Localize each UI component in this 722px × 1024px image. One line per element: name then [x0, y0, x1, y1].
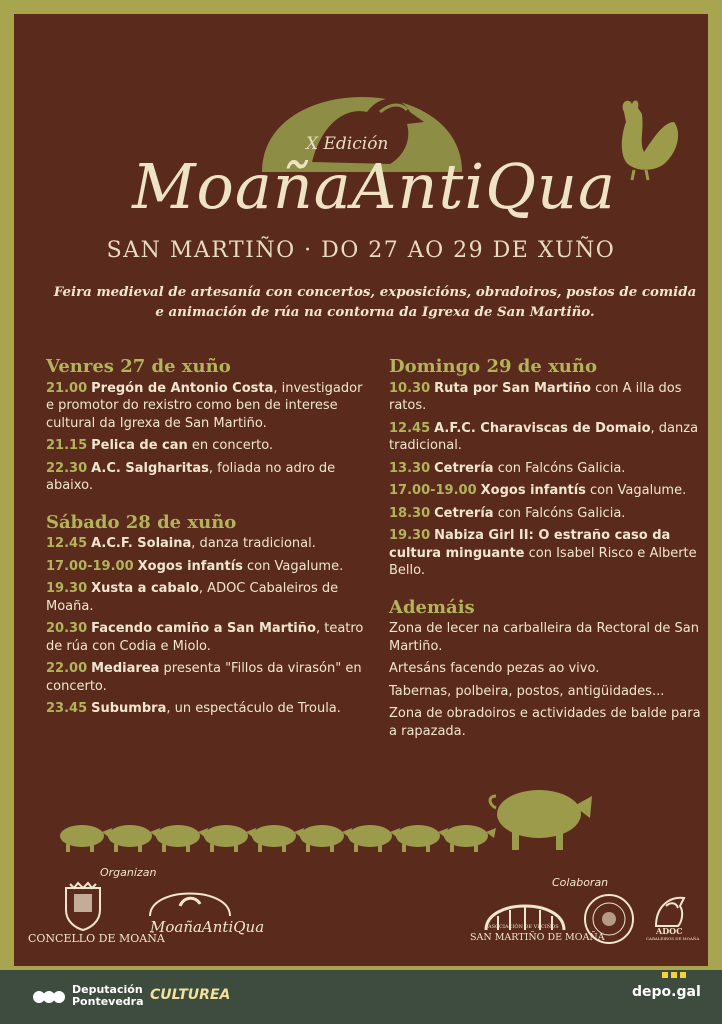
- event-name: A.C.F. Solaina: [91, 536, 192, 551]
- intro-text: Feira medieval de artesanía con concertos, exposicións, obradoiros, postos de comida e animación de rúa na contorna da Igrexa de San Martiño.: [53, 284, 697, 320]
- deputacion-label: [72, 984, 144, 1008]
- event-name: Ruta por San Martiño: [434, 380, 591, 396]
- extras-item: Tabernas, polbeira, postos, antigüidades...: [389, 683, 665, 699]
- event-time: 12.45: [46, 536, 88, 551]
- event-item: [389, 527, 708, 580]
- event-desc: , investigador e promotor do rexistro como ben de interese cultural da Igrexa de San Martiño.: [46, 380, 363, 431]
- event-name: Mediarea: [91, 661, 160, 676]
- extras-item: Artesáns facendo pezas ao vivo.: [389, 661, 600, 676]
- feira-logo-text: MoañaAntiQua: [150, 918, 265, 936]
- event-item: [389, 482, 708, 500]
- schedule-right-column: [389, 358, 708, 745]
- event-time: 19.30: [46, 581, 88, 596]
- event-desc: , foliada no adro de abaixo.: [46, 460, 336, 493]
- event-item: [46, 558, 366, 576]
- event-time: 17.00-19.00: [389, 483, 477, 498]
- event-item: [389, 420, 708, 455]
- event-item: [46, 535, 366, 553]
- event-time: 18.30: [389, 505, 431, 521]
- event-item: [46, 620, 366, 655]
- event-name: Xogos infantís: [480, 483, 586, 498]
- event-desc: , ADOC Cabaleiros de Moaña.: [46, 581, 339, 614]
- event-desc: con Falcóns Galicia.: [493, 505, 626, 521]
- event-desc: con Vagalume.: [242, 558, 344, 574]
- deputacion-logo-icon: [32, 984, 66, 1010]
- edition-label: X Edición: [306, 134, 389, 154]
- event-item: [389, 505, 708, 523]
- day-heading-saturday: Sábado 28 de xuño: [46, 511, 237, 533]
- event-time: 10.30: [389, 380, 431, 396]
- event-name: Xusta a cabalo: [91, 581, 199, 596]
- event-desc: en concerto.: [187, 438, 274, 453]
- cultura-logo: CULTUREA: [150, 987, 231, 1003]
- event-name: Nabiza Girl II: O estraño caso da cultura minguante: [389, 528, 671, 561]
- coat-of-arms-icon: [60, 880, 106, 932]
- extras-item: Zona de lecer na carballeira da Rectoral de San Martiño.: [389, 621, 699, 654]
- organizers-label: Organizan: [100, 866, 157, 879]
- event-time: 21.15: [46, 438, 88, 453]
- event-desc: , danza tradicional.: [191, 536, 316, 551]
- event-time: 20.30: [46, 621, 88, 636]
- collaborators-label: Colaboran: [552, 876, 609, 889]
- event-time: 19.30: [389, 528, 431, 543]
- event-name: Cetrería: [434, 460, 494, 476]
- deputacion-line-2: Pontevedra: [72, 995, 144, 1008]
- adoc-label: ADOC: [656, 926, 683, 936]
- adoc-small-label: CABALEIROS DE MOAÑA: [646, 936, 700, 941]
- event-name: Subumbra: [91, 701, 167, 716]
- concello-name: CONCELLO DE MOAÑA: [28, 932, 165, 945]
- event-item: [46, 700, 366, 718]
- extras-item: Zona de obradoiros e actividades de balde para a rapazada.: [389, 706, 701, 739]
- event-desc: , teatro de rúa con Codia e Miolo.: [46, 621, 364, 654]
- site-link[interactable]: depo.gal: [632, 984, 701, 1000]
- asociacion-small-label: ASOCIACIÓN DE VECIÑOS: [488, 924, 559, 930]
- event-item: [389, 380, 708, 415]
- asociacion-name: SAN MARTIÑO DE MOAÑA: [470, 932, 605, 943]
- event-name: Pregón de Antonio Costa: [91, 380, 274, 396]
- event-name: A.C. Salgharitas: [91, 460, 209, 476]
- day-heading-friday: Venres 27 de xuño: [46, 356, 231, 377]
- event-desc: con Isabel Risco e Alberte Bello.: [389, 545, 697, 578]
- day-heading-sunday: Domingo 29 de xuño: [389, 356, 597, 377]
- event-time: 22.30: [46, 460, 88, 476]
- event-time: 21.00: [46, 380, 88, 396]
- poster: [14, 14, 708, 966]
- event-time: 12.45: [389, 420, 431, 436]
- schedule-left-column: [46, 358, 366, 723]
- event-desc: presenta "Fillos da virasón" en concerto.: [46, 661, 362, 694]
- event-name: Cetrería: [434, 505, 494, 521]
- pigs-parade-icon: [54, 776, 654, 856]
- event-name: A.F.C. Charaviscas de Domaio: [434, 420, 651, 436]
- page-title: MoañaAntiQua: [132, 150, 616, 223]
- deputacion-line-1: Deputación: [72, 983, 143, 996]
- event-desc: con Falcóns Galicia.: [493, 460, 626, 476]
- event-name: Xogos infantís: [137, 558, 243, 574]
- event-item: [46, 580, 366, 615]
- depo-logo-icon: [662, 972, 690, 982]
- event-item: [46, 380, 366, 433]
- page-subtitle: SAN MARTIÑO · DO 27 AO 29 DE XUÑO: [106, 238, 616, 263]
- event-desc: , un espectáculo de Troula.: [166, 701, 341, 716]
- event-name: Facendo camiño a San Martiño: [91, 621, 316, 636]
- event-name: Pelica de can: [91, 438, 188, 453]
- event-desc: , danza tradicional.: [389, 420, 699, 453]
- event-item: [389, 460, 708, 478]
- event-item: [46, 437, 366, 455]
- footer-bar: [0, 970, 722, 1024]
- extras-heading: Ademáis: [389, 596, 475, 618]
- event-desc: con A illa dos ratos.: [389, 380, 682, 413]
- event-item: [46, 460, 366, 495]
- event-desc: con Vagalume.: [585, 483, 687, 498]
- event-time: 17.00-19.00: [46, 558, 134, 574]
- event-time: 22.00: [46, 661, 88, 676]
- event-time: 13.30: [389, 460, 431, 476]
- event-time: 23.45: [46, 701, 88, 716]
- seal-icon: [582, 892, 636, 946]
- event-item: [46, 660, 366, 695]
